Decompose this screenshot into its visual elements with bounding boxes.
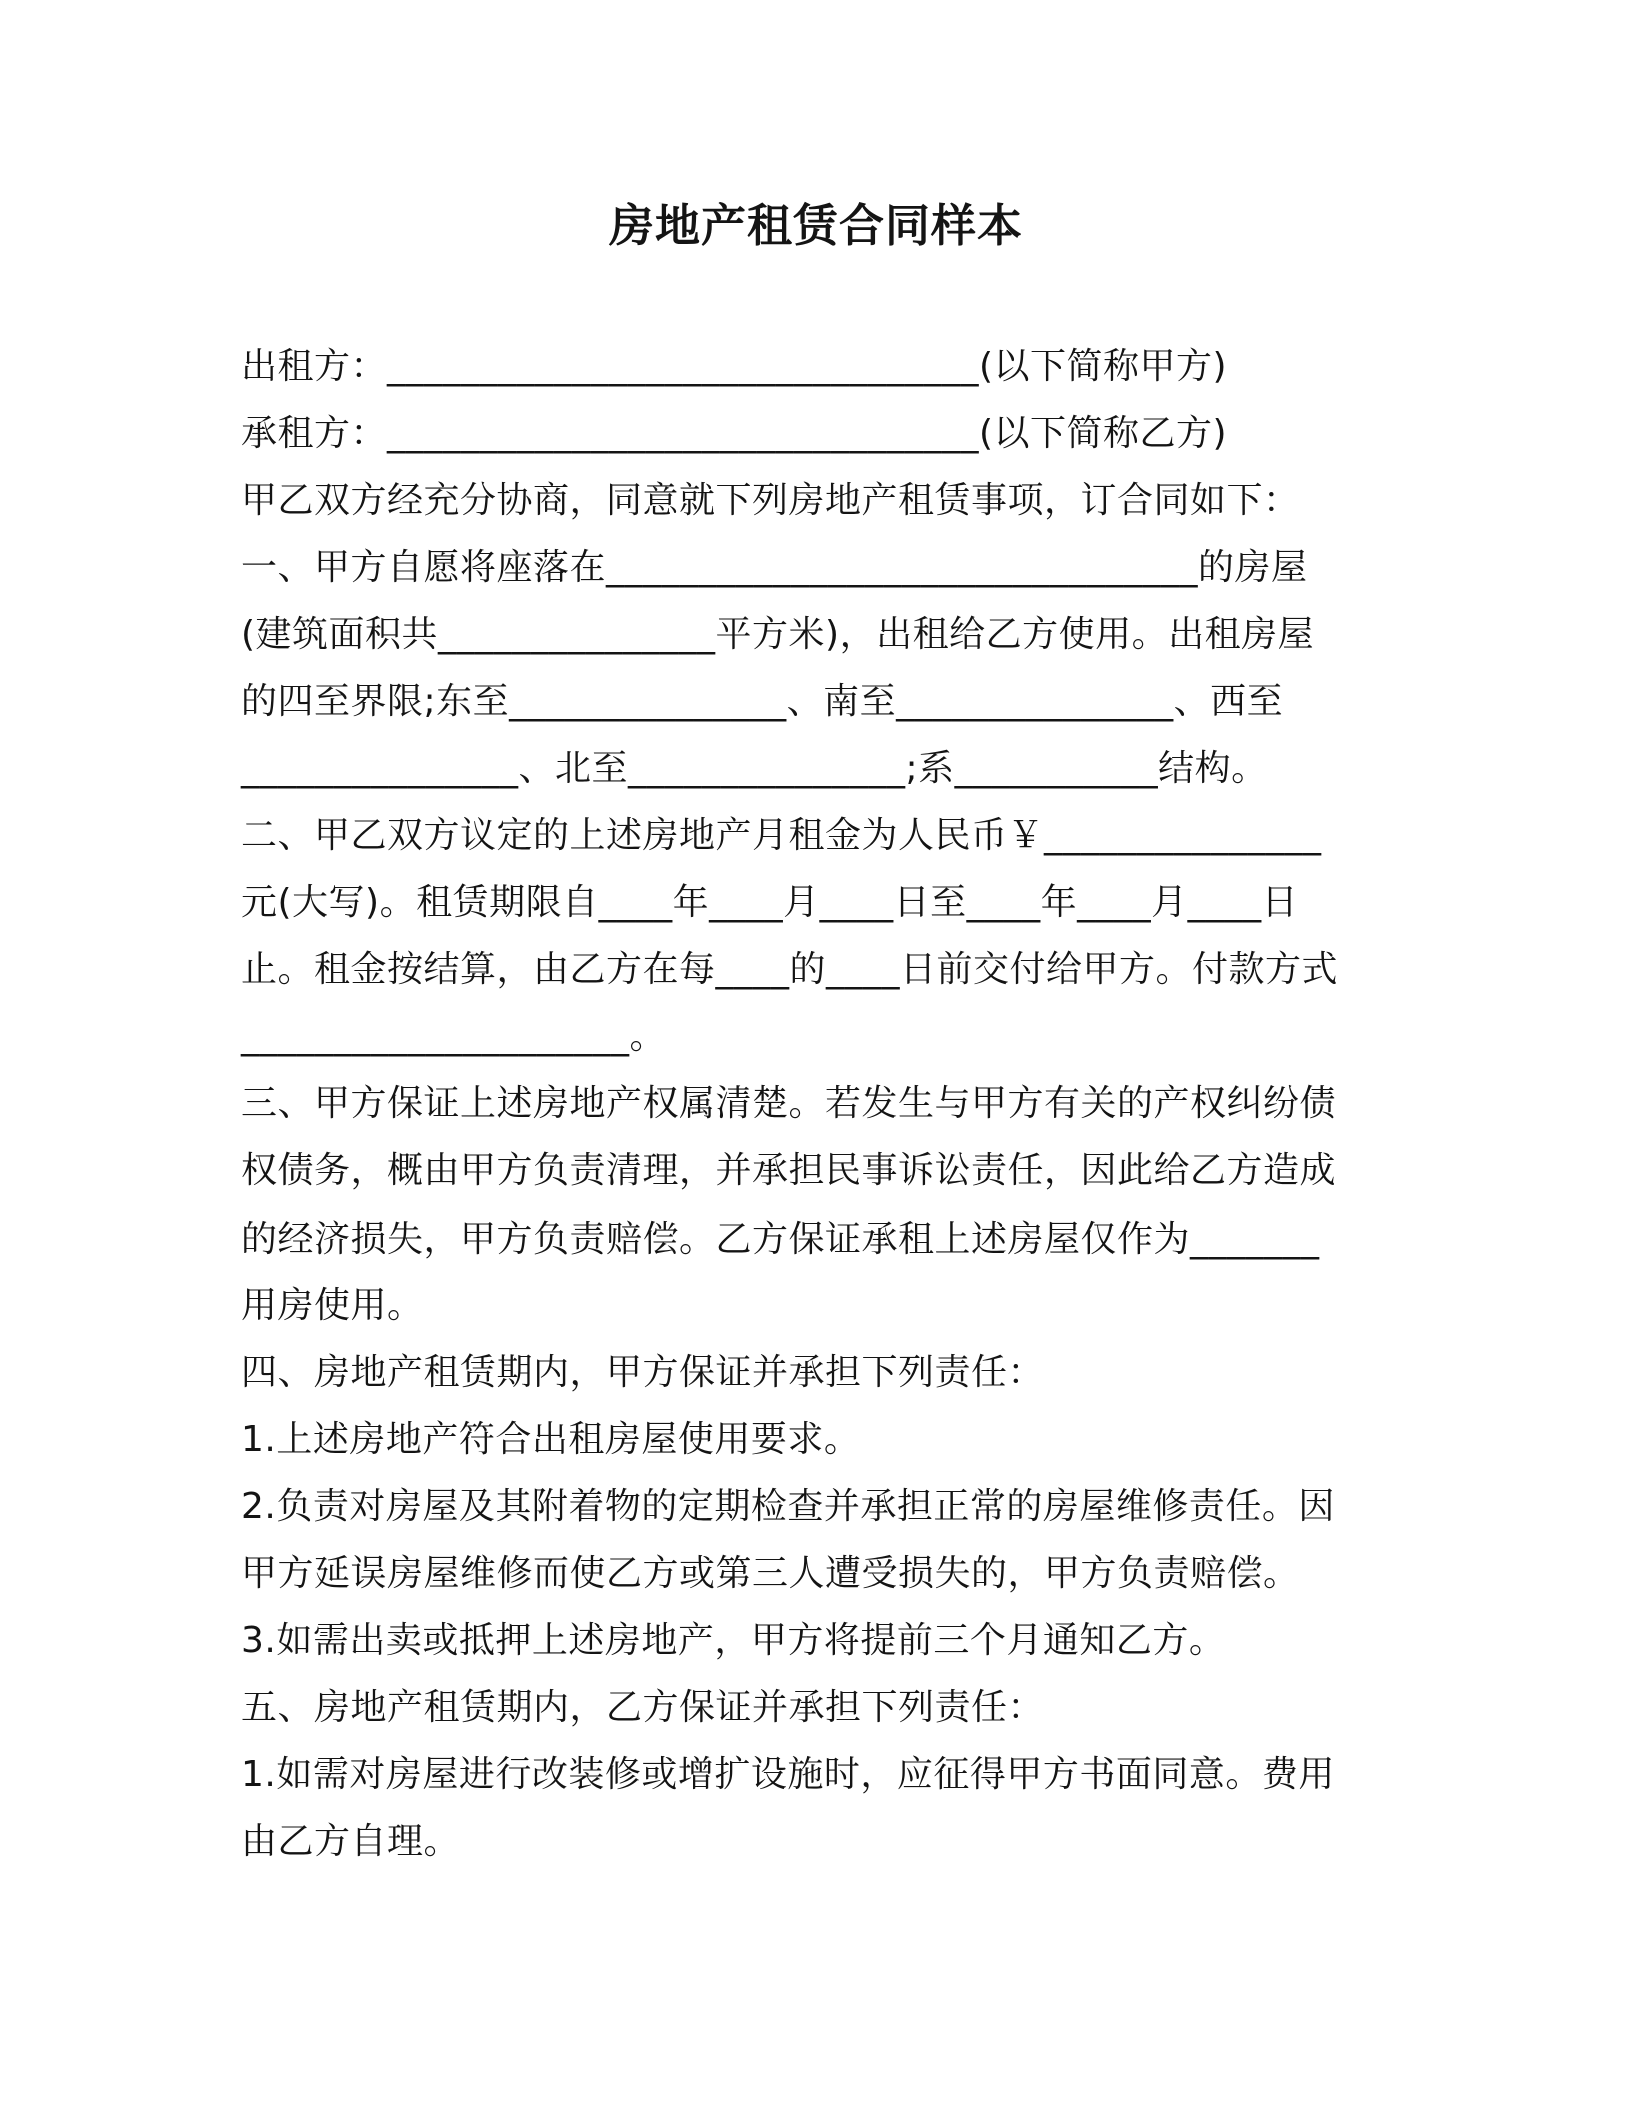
preamble-line: 甲乙双方经充分协商，同意就下列房地产租赁事项，订合同如下： xyxy=(241,480,1300,521)
clause-4-heading: 四、房地产租赁期内，甲方保证并承担下列责任： xyxy=(241,1352,1045,1393)
clause-2-line-1: 二、甲乙双方议定的上述房地产月租金为人民币￥_______________ xyxy=(241,815,1322,856)
clause-3-line-2: 权债务，概由甲方负责清理，并承担民事诉讼责任，因此给乙方造成 xyxy=(241,1150,1337,1191)
lessee-line: 承租方：________________________________(以下简称乙方) xyxy=(241,413,1228,454)
clause-1-line-2: (建筑面积共_______________平方米)，出租给乙方使用。出租房屋 xyxy=(241,614,1315,655)
clause-1-line-3: 的四至界限;东至_______________、南至_______________、西至 xyxy=(241,681,1284,722)
clause-1-line-4: _______________、北至_______________;系___________结构。 xyxy=(241,748,1268,789)
clause-4-item-2-line-2: 甲方延误房屋维修而使乙方或第三人遭受损失的，甲方负责赔偿。 xyxy=(241,1553,1300,1594)
clause-3-line-1: 三、甲方保证上述房地产权属清楚。若发生与甲方有关的产权纠纷债 xyxy=(241,1083,1337,1124)
clause-1-line-1: 一、甲方自愿将座落在________________________________的房屋 xyxy=(241,547,1308,588)
clause-4-item-1: 1.上述房地产符合出租房屋使用要求。 xyxy=(241,1419,861,1460)
clause-4-item-2-line-1: 2.负责对房屋及其附着物的定期检查并承担正常的房屋维修责任。因 xyxy=(241,1486,1335,1527)
clause-3-line-3: 的经济损失，甲方负责赔偿。乙方保证承租上述房屋仅作为_______ xyxy=(241,1219,1320,1260)
clause-5-item-1-line-2: 由乙方自理。 xyxy=(241,1821,461,1862)
clause-2-line-3: 止。租金按结算，由乙方在每____的____日前交付给甲方。付款方式 xyxy=(241,949,1339,990)
clause-4-item-3: 3.如需出卖或抵押上述房地产，甲方将提前三个月通知乙方。 xyxy=(241,1620,1226,1661)
clause-5-item-1-line-1: 1.如需对房屋进行改装修或增扩设施时，应征得甲方书面同意。费用 xyxy=(241,1754,1335,1795)
clause-2-line-4: _____________________。 xyxy=(241,1016,666,1057)
document-title: 房地产租赁合同样本 xyxy=(608,199,1023,252)
lessor-line: 出租方：________________________________(以下简称甲方) xyxy=(241,346,1228,387)
clause-2-line-2: 元(大写)。租赁期限自____年____月____日至____年____月____日 xyxy=(241,882,1299,923)
clause-3-line-4: 用房使用。 xyxy=(241,1285,424,1326)
clause-5-heading: 五、房地产租赁期内，乙方保证并承担下列责任： xyxy=(241,1687,1045,1728)
